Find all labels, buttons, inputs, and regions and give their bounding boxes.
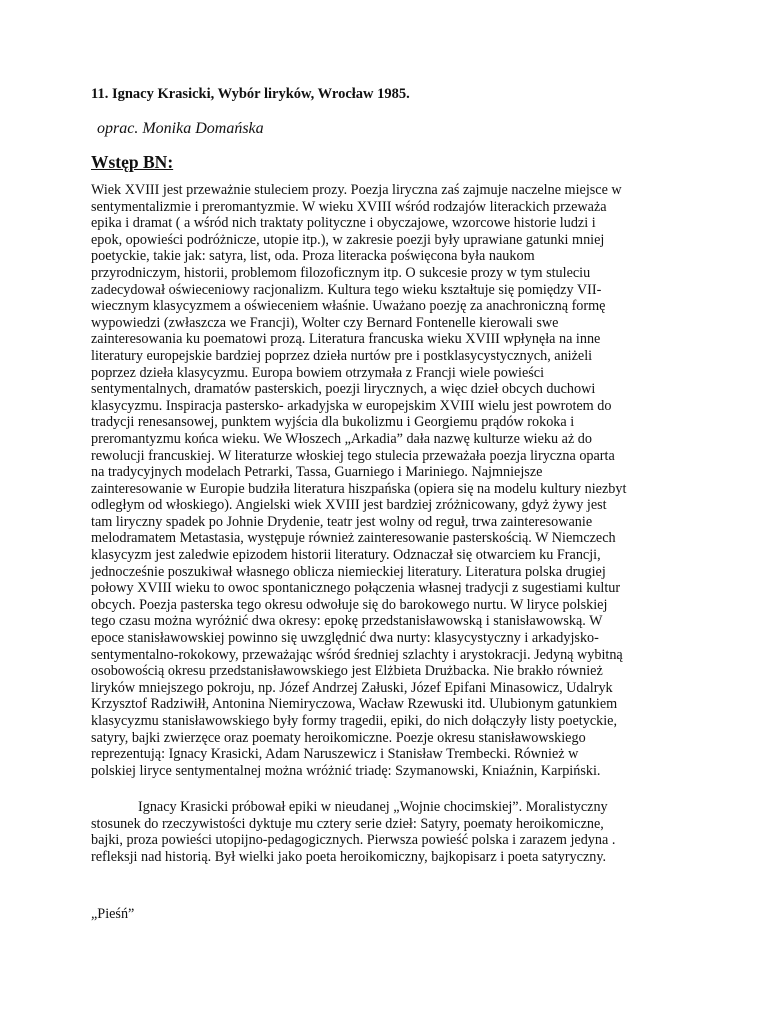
text-line: stosunek do rzeczywistości dyktuje mu cztery serie dzieł: Satyry, poematy heroikomiczne, <box>91 815 604 832</box>
text-line: odległym od włoskiego). Angielski wiek XVIII jest bardziej zróżnicowany, gdyż żywy jest <box>91 497 607 514</box>
document-heading: 11. Ignacy Krasicki, Wybór liryków, Wrocław 1985. <box>91 86 410 102</box>
text-line: sentymentalizmie i preromantyzmie. W wieku XVIII wśród rodzajów literackich przeważa <box>91 198 607 215</box>
text-line: epoce stanisławowskiej powinno się uwzględnić dwa nurty: klasycystyczny i arkadyjsko- <box>91 630 599 647</box>
text-line: epika i dramat ( a wśród nich traktaty polityczne i obyczajowe, wzorcowe historie ludzi i <box>91 215 596 232</box>
text-line: obcych. Poezja pasterska tego okresu odwołuje się do barokowego nurtu. W liryce polskiej <box>91 596 608 613</box>
text-line: na tradycyjnych modelach Petrarki, Tassa, Guarniego i Mariniego. Najmniejsze <box>91 464 543 481</box>
section-title: Wstęp BN: <box>91 152 174 172</box>
text-line: osobowością okresu przedstanisławowskiego jest Elżbieta Drużbacka. Nie brakło również <box>91 663 603 680</box>
text-line: reprezentują: Ignacy Krasicki, Adam Naruszewicz i Stanisław Trembecki. Również w <box>91 746 579 763</box>
text-line: poetyckie, takie jak: satyra, list, oda. Proza literacka poświęcona była naukom <box>91 248 535 265</box>
text-line: Ignacy Krasicki próbował epiki w nieudanej „Wojnie chocimskiej”. Moralistyczny <box>138 799 608 815</box>
text-line: przyrodniczym, historii, problemom filozoficznym itp. O sukcesie prozy w tym stuleciu <box>91 264 591 281</box>
text-line: epok, opowieści podróżnicze, utopie itp.), w zakresie poezji były uprawiane gatunki mniej <box>91 231 605 248</box>
text-line: wiecznym klasycyzmem a oświeceniem właśnie. Uważano poezję za anachroniczną formę <box>91 298 606 315</box>
text-line: zainteresowanie w Europie budziła literatura hiszpańska (opiera się na modelu kultury niezbyt <box>91 480 627 497</box>
text-line: rewolucji francuskiej. W literaturze włoskiej tego stulecia przeważała poezja liryczna oparta <box>91 447 615 464</box>
text-line: zainteresowania ku poematowi prozą. Literatura francuska wieku XVIII wpłynęła na inne <box>91 331 601 348</box>
text-line: zadecydował oświeceniowy racjonalizm. Kultura tego wieku kształtuje się pomiędzy VII- <box>91 281 602 298</box>
text-line: klasycyzm jest zaledwie epizodem historii literatury. Odznaczał się otwarciem ku Francji, <box>91 547 601 564</box>
text-line: polskiej liryce sentymentalnej można wróżnić triadę: Szymanowski, Kniaźnin, Karpiński. <box>91 762 601 779</box>
editor-credit: oprac. Monika Domańska <box>97 120 264 137</box>
text-line: sentymentalno-rokokowy, przeważając wśród średniej szlachty i arystokracji. Jedyną wybitną <box>91 646 623 663</box>
text-line: połowy XVIII wieku to owoc spontanicznego połączenia własnej tradycji z sugestiami kultur <box>91 580 621 597</box>
text-line: sentymentalnych, dramatów pasterskich, poezji lirycznych, a więc dzieł obcych duchowi <box>91 381 596 398</box>
text-line: preromantyzmu końca wieku. We Włoszech „Arkadia” dała nazwę kulturze wieku aż do <box>91 430 592 447</box>
text-line: tam liryczny spadek po Johnie Drydenie, teatr jest wolny od reguł, trwa zainteresowanie <box>91 513 593 530</box>
text-line: liryków mniejszego pokroju, np. Józef Andrzej Załuski, Józef Epifani Minasowicz, Udalryk <box>91 679 613 696</box>
text-line: Wiek XVIII jest przeważnie stuleciem prozy. Poezja liryczna zaś zajmuje naczelne miejsce w <box>91 182 622 198</box>
text-line: refleksji nad historią. Był wielki jako poeta heroikomiczny, bajkopisarz i poeta satyryczny. <box>91 848 607 865</box>
text-line: wypowiedzi (zwłaszcza we Francji), Wolter czy Bernard Fontenelle kierowali swe <box>91 314 559 331</box>
text-line: Krzysztof Radziwiłł, Antonina Niemiryczowa, Wacław Rzewuski itd. Ulubionym gatunkiem <box>91 696 618 713</box>
text-line: klasycyzmu stanisławowskiego były formy tragedii, epiki, do nich dołączyły listy poetyckie, <box>91 713 618 729</box>
text-line: satyry, bajki zwierzęce oraz poematy heroikomiczne. Poezje okresu stanisławowskiego <box>91 729 586 746</box>
text-line: tego czasu można wyróżnić dwa okresy: epokę przedstanisławowską i stanisławowską. W <box>91 613 603 630</box>
text-line: poprzez dzieła klasycyzmu. Europa bowiem otrzymała z Francji wiele powieści <box>91 364 545 381</box>
krasicki-paragraph <box>91 799 615 865</box>
text-line: literatury europejskie bardziej poprzez dzieła nurtów pre i postklasycystycznych, aniżeli <box>91 347 593 364</box>
text-line: melodramatem Metastasia, występuje również zainteresowanie pasterskością. W Niemczech <box>91 530 616 547</box>
text-line: tradycji renesansowej, punktem wyjścia dla bukolizmu i Georgiemu prądów rokoka i <box>91 414 575 431</box>
poem-title: „Pieśń” <box>91 906 135 922</box>
text-line: jednocześnie poszukiwał własnego oblicza niemieckiej literatury. Literatura polska drugiej <box>91 563 606 580</box>
introduction-paragraph <box>91 182 626 779</box>
text-line: bajki, proza powieści utopijno-pedagogicznych. Pierwsza powieść polska i zarazem jedyna . <box>91 832 616 849</box>
text-line: klasycyzmu. Inspiracja pastersko- arkadyjska w europejskim XVIII wielu jest powrotem do <box>91 397 612 414</box>
